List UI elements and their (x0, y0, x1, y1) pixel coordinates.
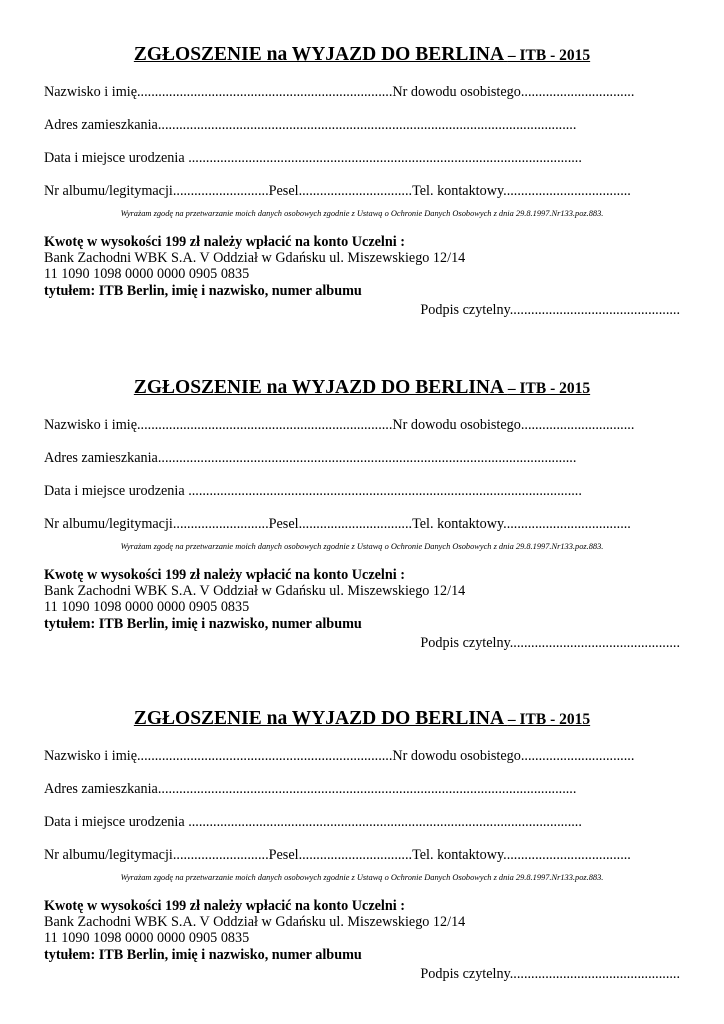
name-id-line (44, 417, 634, 433)
account-number: 11 1090 1098 0000 0000 0905 0835 (44, 266, 250, 282)
signature-field[interactable]: ................................................ (509, 635, 680, 651)
payment-heading: Kwotę w wysokości 199 zł należy wpłacić na konto Uczelni : (44, 567, 405, 583)
form-title-sub: – ITB - 2015 (507, 380, 591, 397)
bank-name: Bank Zachodni WBK S.A. V Oddział w Gdańsku ul. Miszewskiego 12/14 (44, 583, 466, 599)
album-label: Nr albumu/legitymacji (44, 183, 173, 199)
birth-field[interactable]: ............................................................................................................... (184, 483, 582, 499)
name-label: Nazwisko i imię (44, 84, 137, 100)
transfer-title: tytułem: ITB Berlin, imię i nazwisko, numer albumu (44, 616, 362, 632)
album-field[interactable]: ........................... (172, 183, 269, 199)
form-title-main: ZGŁOSZENIE na WYJAZD DO BERLINA (133, 708, 504, 729)
album-field[interactable]: ........................... (172, 847, 269, 863)
phone-field[interactable]: .................................... (503, 516, 631, 532)
form-title-sub: – ITB - 2015 (507, 47, 591, 64)
birth-label: Data i miejsce urodzenia (44, 483, 185, 499)
signature-field[interactable]: ................................................ (509, 302, 680, 318)
payment-heading: Kwotę w wysokości 199 zł należy wpłacić na konto Uczelni : (44, 898, 405, 914)
payment-heading: Kwotę w wysokości 199 zł należy wpłacić na konto Uczelni : (44, 234, 405, 250)
transfer-title: tytułem: ITB Berlin, imię i nazwisko, numer albumu (44, 947, 362, 963)
birth-line (44, 814, 582, 830)
birth-label: Data i miejsce urodzenia (44, 814, 185, 830)
consent-statement: Wyrażam zgodę na przetwarzanie moich danych osobowych zgodnie z Ustawą o Ochronie Danych Osobowych z dnia 29.8.1997.Nr133.poz.883. (120, 209, 604, 218)
address-label: Adres zamieszkania (44, 450, 158, 466)
pesel-label: Pesel (268, 847, 299, 863)
application-form-1 (0, 0, 724, 330)
pesel-field[interactable]: ................................ (298, 183, 413, 199)
address-field[interactable]: ...................................................................................................................... (157, 781, 577, 797)
address-line (44, 781, 576, 797)
account-number: 11 1090 1098 0000 0000 0905 0835 (44, 599, 250, 615)
application-form-2 (0, 333, 724, 663)
form-title (0, 44, 724, 66)
signature-line (420, 635, 680, 651)
name-field[interactable]: ........................................................................ (137, 748, 393, 764)
birth-field[interactable]: ............................................................................................................... (184, 814, 582, 830)
id-number-field[interactable]: ................................ (520, 417, 635, 433)
id-number-label: Nr dowodu osobistego (392, 84, 521, 100)
name-id-line (44, 748, 634, 764)
name-field[interactable]: ........................................................................ (137, 84, 393, 100)
phone-label: Tel. kontaktowy (412, 516, 504, 532)
address-label: Adres zamieszkania (44, 781, 158, 797)
album-pesel-phone-line (44, 516, 631, 532)
form-title-main: ZGŁOSZENIE na WYJAZD DO BERLINA (133, 377, 504, 398)
consent-statement: Wyrażam zgodę na przetwarzanie moich danych osobowych zgodnie z Ustawą o Ochronie Danych Osobowych z dnia 29.8.1997.Nr133.poz.883. (120, 542, 604, 551)
pesel-field[interactable]: ................................ (298, 516, 413, 532)
name-id-line (44, 84, 634, 100)
pesel-label: Pesel (268, 516, 299, 532)
bank-name: Bank Zachodni WBK S.A. V Oddział w Gdańsku ul. Miszewskiego 12/14 (44, 250, 466, 266)
id-number-label: Nr dowodu osobistego (392, 417, 521, 433)
transfer-title: tytułem: ITB Berlin, imię i nazwisko, numer albumu (44, 283, 362, 299)
signature-label: Podpis czytelny (420, 302, 510, 318)
album-label: Nr albumu/legitymacji (44, 516, 173, 532)
phone-field[interactable]: .................................... (503, 183, 631, 199)
consent-statement: Wyrażam zgodę na przetwarzanie moich danych osobowych zgodnie z Ustawą o Ochronie Danych Osobowych z dnia 29.8.1997.Nr133.poz.883. (120, 873, 604, 882)
form-title (0, 377, 724, 399)
address-field[interactable]: ...................................................................................................................... (157, 450, 577, 466)
application-form-3 (0, 664, 724, 994)
phone-field[interactable]: .................................... (503, 847, 631, 863)
name-label: Nazwisko i imię (44, 748, 137, 764)
signature-line (420, 302, 680, 318)
form-title-main: ZGŁOSZENIE na WYJAZD DO BERLINA (133, 44, 504, 65)
address-label: Adres zamieszkania (44, 117, 158, 133)
birth-line (44, 150, 582, 166)
birth-label: Data i miejsce urodzenia (44, 150, 185, 166)
id-number-field[interactable]: ................................ (520, 748, 635, 764)
form-title-sub: – ITB - 2015 (507, 711, 591, 728)
signature-line (420, 966, 680, 982)
album-field[interactable]: ........................... (172, 516, 269, 532)
address-line (44, 117, 576, 133)
birth-line (44, 483, 582, 499)
name-label: Nazwisko i imię (44, 417, 137, 433)
birth-field[interactable]: ............................................................................................................... (184, 150, 582, 166)
bank-name: Bank Zachodni WBK S.A. V Oddział w Gdańsku ul. Miszewskiego 12/14 (44, 914, 466, 930)
pesel-label: Pesel (268, 183, 299, 199)
form-title (0, 708, 724, 730)
phone-label: Tel. kontaktowy (412, 847, 504, 863)
address-line (44, 450, 576, 466)
id-number-label: Nr dowodu osobistego (392, 748, 521, 764)
address-field[interactable]: ...................................................................................................................... (157, 117, 577, 133)
album-pesel-phone-line (44, 847, 631, 863)
name-field[interactable]: ........................................................................ (137, 417, 393, 433)
pesel-field[interactable]: ................................ (298, 847, 413, 863)
album-label: Nr albumu/legitymacji (44, 847, 173, 863)
album-pesel-phone-line (44, 183, 631, 199)
signature-label: Podpis czytelny (420, 966, 510, 982)
account-number: 11 1090 1098 0000 0000 0905 0835 (44, 930, 250, 946)
phone-label: Tel. kontaktowy (412, 183, 504, 199)
id-number-field[interactable]: ................................ (520, 84, 635, 100)
signature-label: Podpis czytelny (420, 635, 510, 651)
signature-field[interactable]: ................................................ (509, 966, 680, 982)
